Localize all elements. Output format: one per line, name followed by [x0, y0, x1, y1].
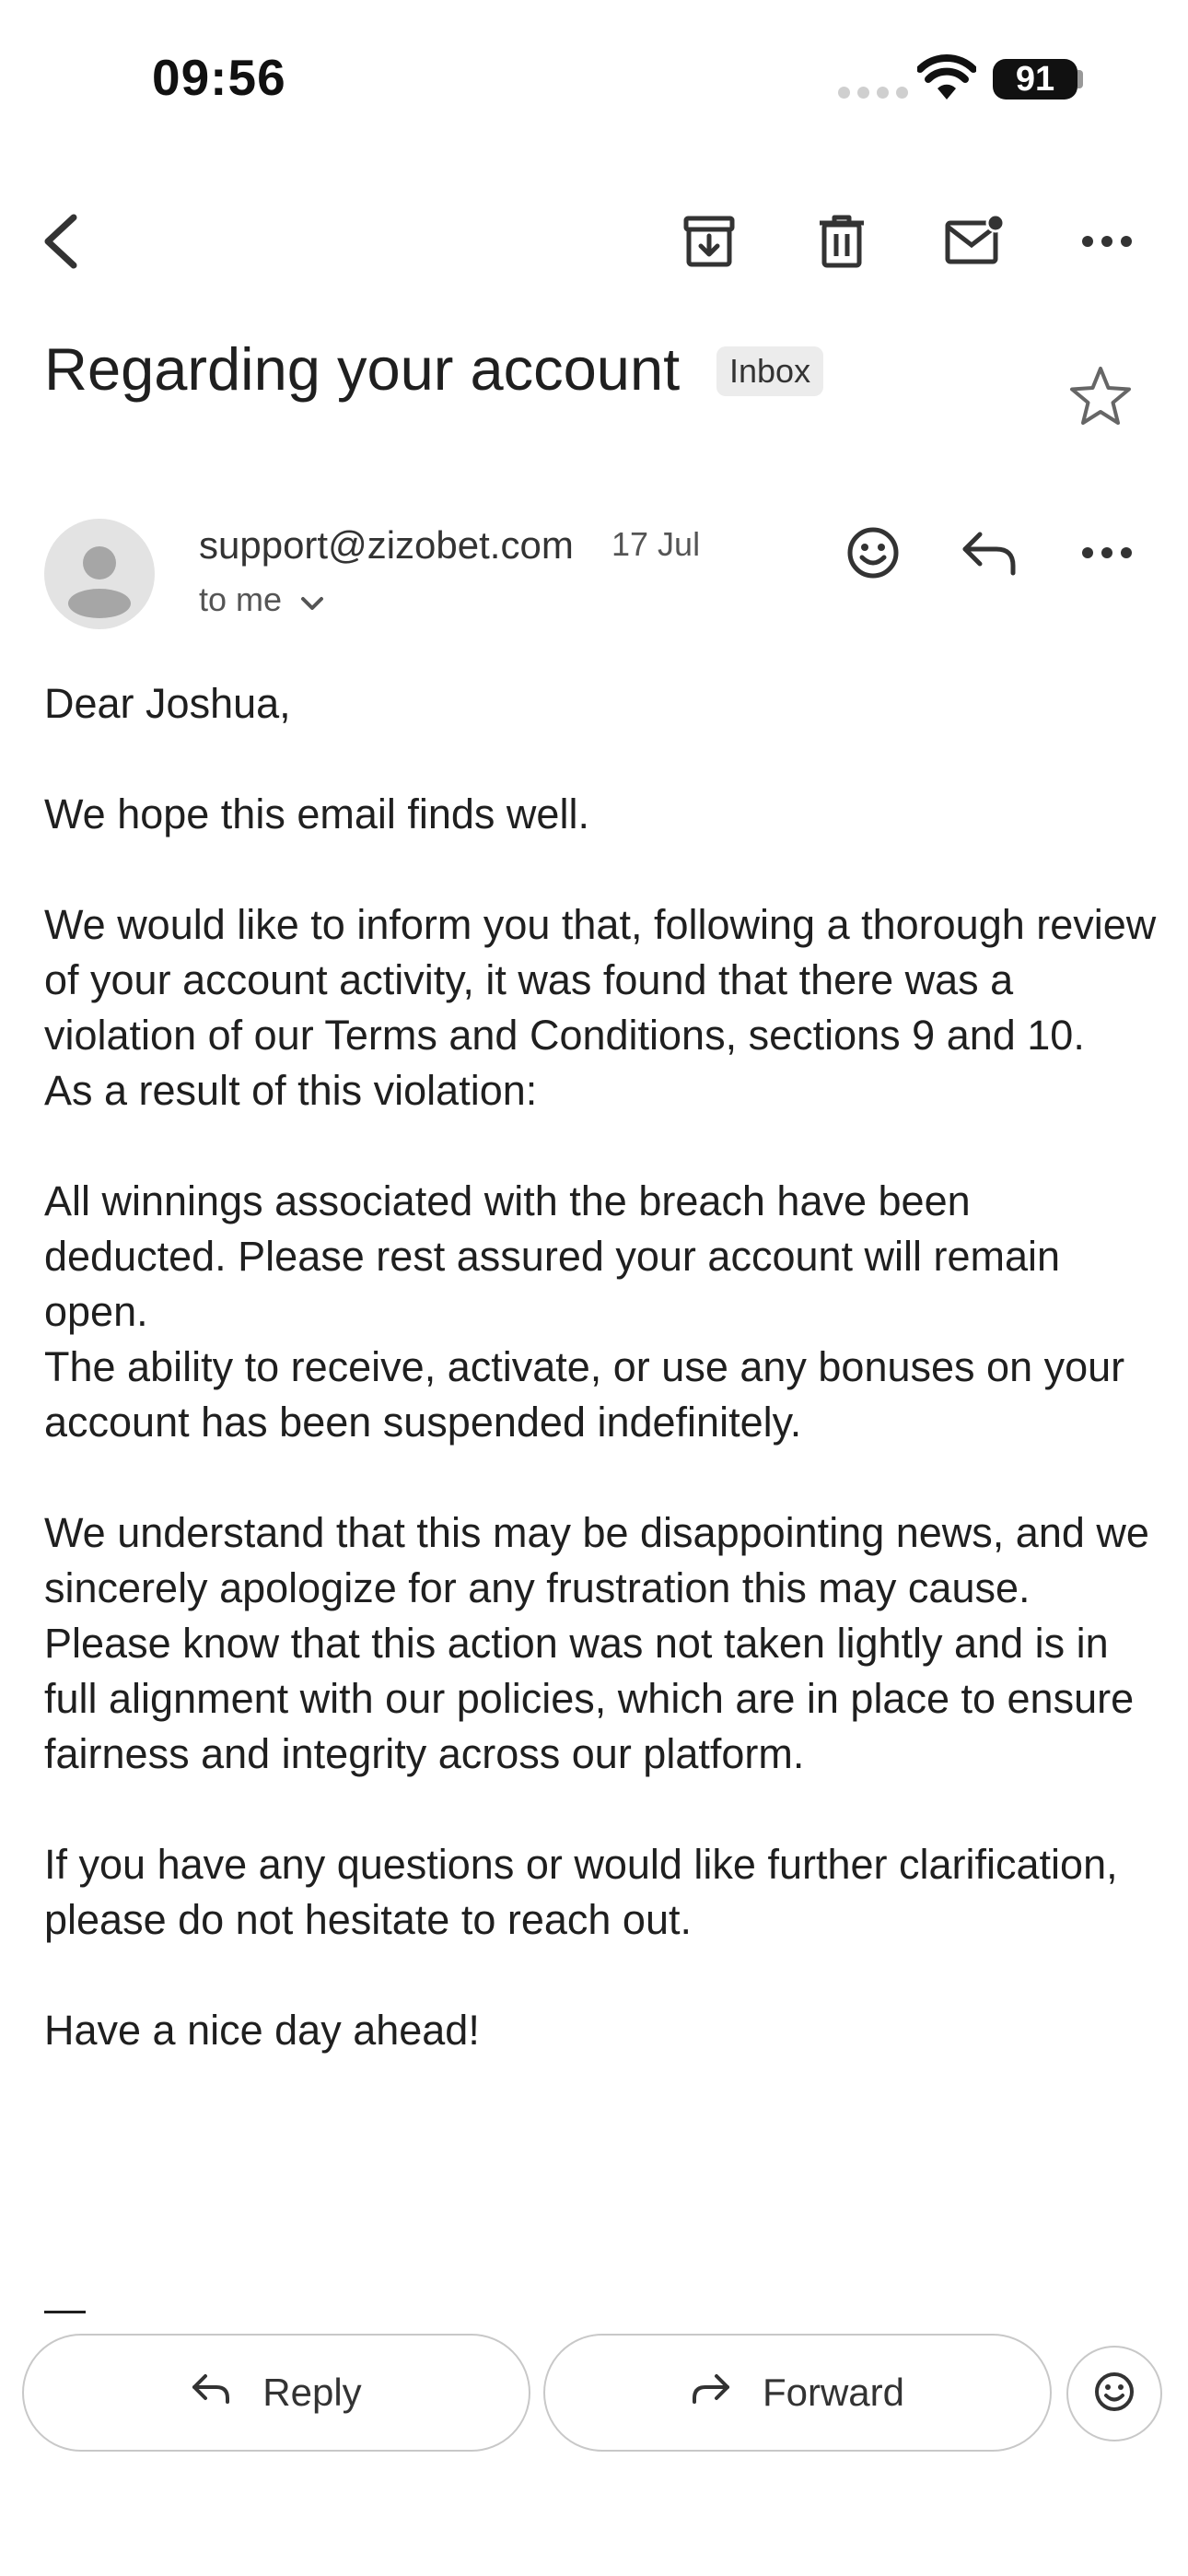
emoji-icon [1093, 2371, 1136, 2418]
mark-unread-icon[interactable] [941, 208, 1007, 275]
reply-button[interactable] [22, 2334, 530, 2452]
avatar[interactable] [44, 519, 155, 629]
forward-arrow-icon [691, 2371, 731, 2415]
email-body [44, 676, 1168, 2058]
body-paragraph: We understand that this may be disappointing news, and we sincerely apologize for any frustration this may cause. [44, 1509, 1161, 1611]
body-blank-line [44, 842, 1159, 897]
status-time: 09:56 [152, 49, 286, 106]
body-paragraph: Have a nice day ahead! [44, 2007, 480, 2054]
reply-icon[interactable] [952, 516, 1026, 590]
forward-button[interactable] [543, 2334, 1052, 2452]
add-reaction-icon[interactable] [836, 516, 910, 590]
cellular-signal-icon [838, 87, 908, 99]
body-paragraph: The ability to receive, activate, or use any bonuses on your account has been suspended indefinitely. [44, 1343, 1136, 1446]
archive-icon[interactable] [676, 208, 742, 275]
trash-icon[interactable] [809, 208, 875, 275]
inbox-label-badge[interactable]: Inbox [716, 346, 823, 396]
signature-separator: — [44, 2285, 86, 2332]
battery-indicator: 91 [993, 59, 1077, 100]
battery-tip [1077, 70, 1083, 88]
recipient-toggle[interactable] [199, 580, 324, 619]
forward-button-label: Forward [762, 2371, 905, 2414]
body-blank-line [44, 1450, 1159, 1505]
body-blank-line [44, 1118, 1159, 1174]
sender-address[interactable]: support@zizobet.com [199, 523, 574, 567]
message-more-icon[interactable] [1070, 516, 1144, 590]
body-paragraph: If you have any questions or would like further clarification, please do not hesitate to reach out. [44, 1841, 1130, 1943]
recipient-label: to me [199, 580, 283, 618]
body-blank-line [44, 732, 1159, 787]
more-icon[interactable] [1074, 208, 1140, 275]
body-blank-line [44, 1948, 1159, 2003]
back-arrow-icon[interactable] [28, 208, 94, 275]
body-paragraph: We hope this email finds well. [44, 790, 589, 837]
emoji-reaction-button[interactable] [1066, 2346, 1162, 2441]
email-date: 17 Jul [611, 525, 701, 563]
body-paragraph: Please know that this action was not taken lightly and is in full alignment with our policies, which are in place to ensure fairness and integrity across our platform. [44, 1620, 1146, 1777]
email-subject: Regarding your account [44, 335, 681, 403]
star-icon[interactable] [1068, 365, 1133, 432]
body-blank-line [44, 1782, 1159, 1837]
body-paragraph: All winnings associated with the breach have been deducted. Please rest assured your account will remain open. [44, 1177, 1072, 1335]
wifi-icon [917, 53, 976, 106]
chevron-down-icon [300, 580, 324, 619]
reply-arrow-icon [191, 2371, 231, 2415]
body-paragraph: We would like to inform you that, following a thorough review of your account activity, it was found that there was a violation of our Terms and Conditions, sections 9 and 10. [44, 901, 1168, 1059]
body-paragraph: As a result of this violation: [44, 1067, 538, 1114]
reply-button-label: Reply [262, 2371, 362, 2414]
body-paragraph: Dear Joshua, [44, 680, 291, 727]
